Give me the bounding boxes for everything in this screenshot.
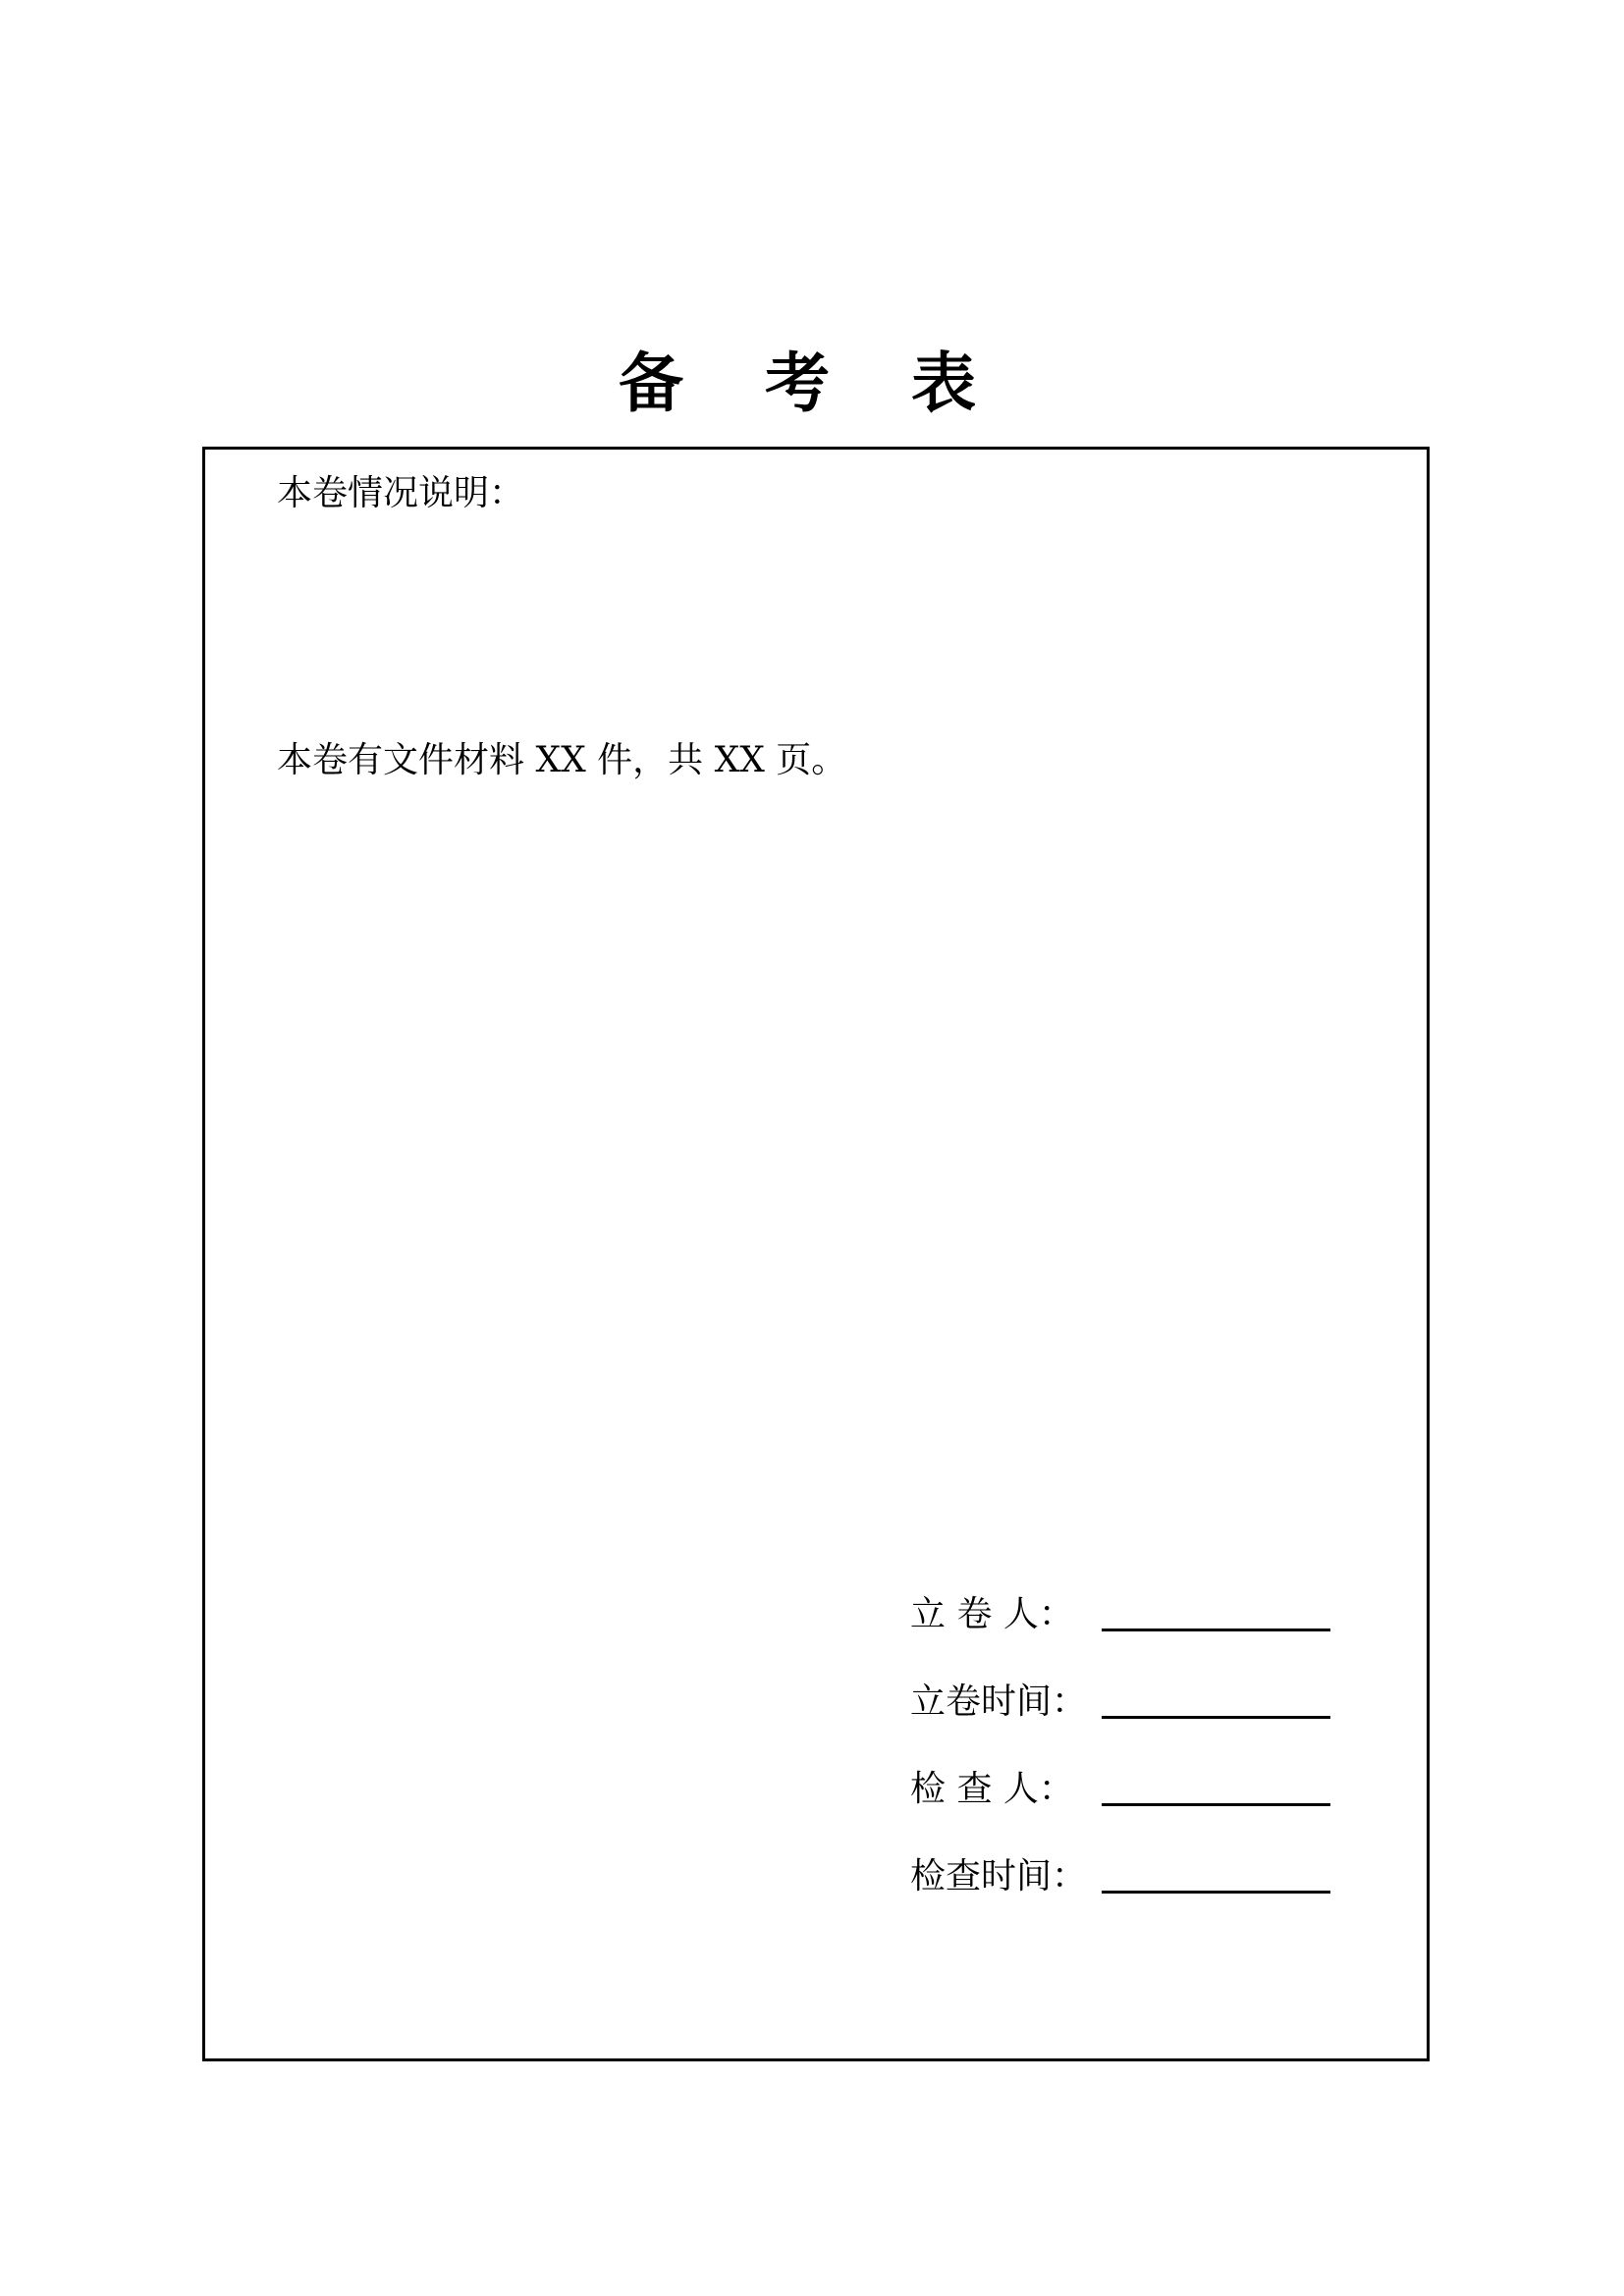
inspector-signature-line[interactable] [1102, 1803, 1330, 1806]
signature-row-inspection-date [910, 1850, 1332, 1899]
page-title: 备 考 表 [619, 345, 1005, 421]
volume-description-label: 本卷情况说明： [277, 473, 525, 513]
inspection-date-label: 检查时间： [910, 1856, 1088, 1896]
inspector-label: 检 查 人： [910, 1769, 1074, 1809]
signature-row-filer [910, 1588, 1332, 1637]
filing-date-line[interactable] [1102, 1716, 1330, 1719]
filer-label: 立 卷 人： [910, 1594, 1074, 1634]
filer-signature-line[interactable] [1102, 1629, 1330, 1631]
filing-date-label: 立卷时间： [910, 1682, 1088, 1722]
signature-row-filing-date [910, 1676, 1332, 1725]
remarks-frame [202, 447, 1430, 2061]
signature-row-inspector [910, 1763, 1332, 1812]
inspection-date-line[interactable] [1102, 1891, 1330, 1894]
volume-summary: 本卷有文件材料 XX 件，共 XX 页。 [277, 740, 847, 780]
